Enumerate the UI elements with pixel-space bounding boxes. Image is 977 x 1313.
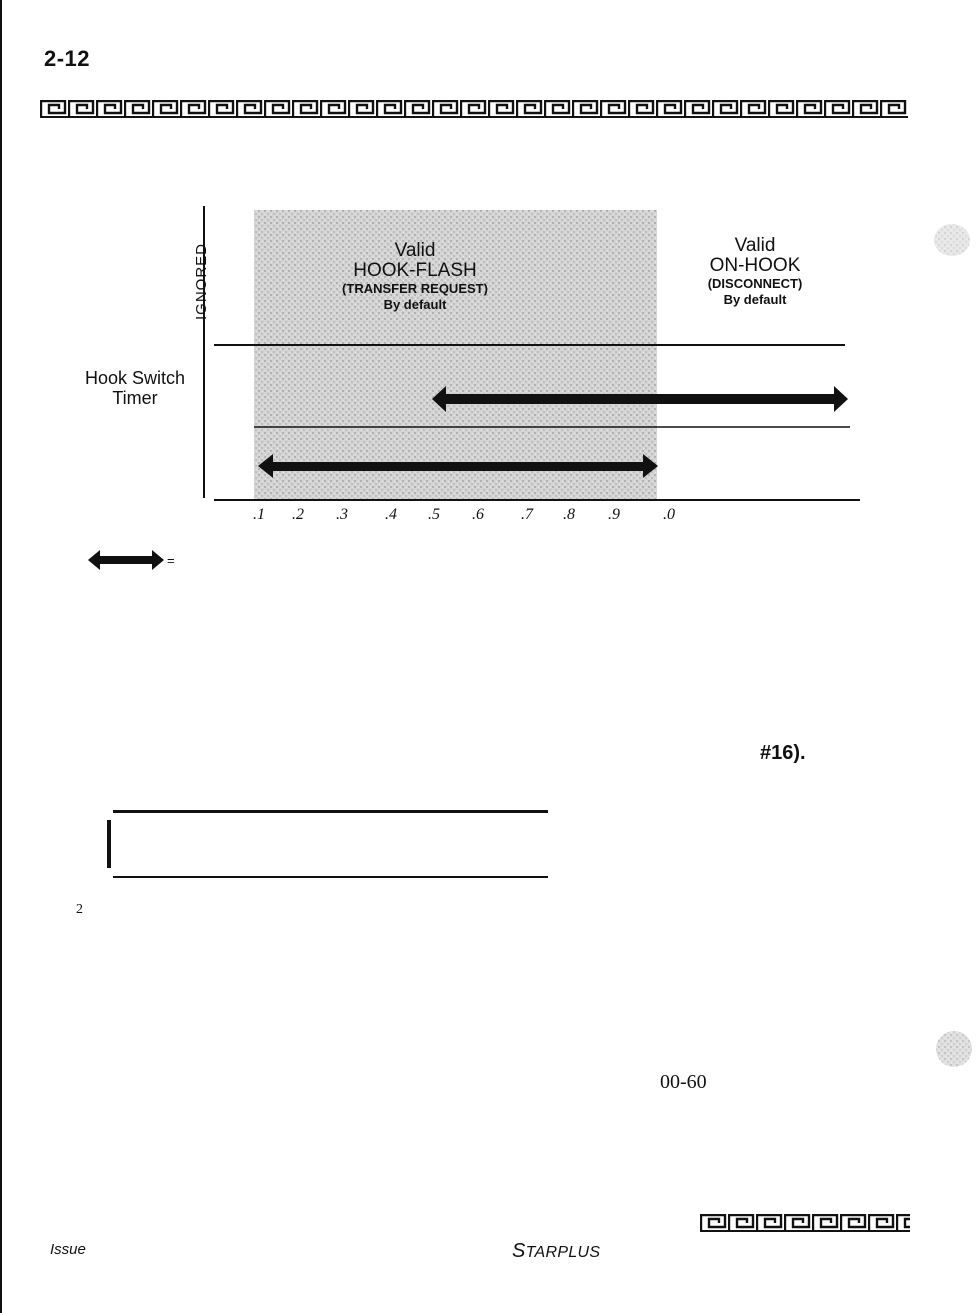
hook-flash-line4: By default bbox=[383, 297, 447, 312]
hook-switch-label-line1: Hook Switch bbox=[84, 368, 186, 388]
tick-label: .5 bbox=[428, 506, 440, 523]
note-box-bottom-rule bbox=[113, 876, 548, 878]
on-hook-line3: (DISCONNECT) bbox=[707, 276, 803, 291]
valid-hook-flash-label bbox=[330, 241, 500, 313]
page-number: 2-12 bbox=[44, 46, 91, 71]
hook-switch-timer-label bbox=[60, 368, 210, 408]
hook-switch-label-line2: Timer bbox=[112, 388, 158, 408]
ignored-label: IGNORED bbox=[193, 242, 210, 320]
tick-label: .6 bbox=[472, 506, 484, 523]
tick-label: .7 bbox=[521, 506, 533, 523]
tick-label: .0 bbox=[663, 506, 675, 523]
on-hook-line2: ON-HOOK bbox=[709, 255, 801, 276]
hook-flash-line3: (TRANSFER REQUEST) bbox=[342, 281, 488, 296]
legend-equals: = bbox=[167, 553, 175, 568]
program-code: 00-60 bbox=[660, 1071, 707, 1093]
tick-label: .4 bbox=[385, 506, 397, 523]
tick-label: .3 bbox=[336, 506, 348, 523]
tick-label: .8 bbox=[563, 506, 575, 523]
scan-smudge bbox=[920, 220, 972, 260]
footer-brand bbox=[512, 1240, 600, 1263]
tick-label: .9 bbox=[608, 506, 620, 523]
hook-flash-line1: Valid bbox=[394, 240, 436, 261]
footnote-marker: 2 bbox=[76, 902, 83, 917]
hook-flash-line2: HOOK-FLASH bbox=[353, 260, 477, 281]
greek-key-border-footer bbox=[700, 1214, 910, 1232]
program-reference: #16). bbox=[760, 742, 806, 764]
brand-rest: TARPLUS bbox=[525, 1244, 601, 1261]
on-hook-line4: By default bbox=[723, 292, 787, 307]
note-box-top-rule bbox=[113, 810, 548, 813]
legend-arrow-icon bbox=[88, 550, 164, 570]
note-box-left-bar bbox=[107, 820, 111, 868]
on-hook-line1: Valid bbox=[734, 235, 776, 256]
tick-label: .1 bbox=[253, 506, 265, 523]
brand-initial: S bbox=[512, 1240, 526, 1262]
scan-smudge bbox=[932, 1028, 974, 1070]
footer-issue-label: Issue bbox=[50, 1241, 86, 1258]
tick-label: .2 bbox=[292, 506, 304, 523]
valid-on-hook-label bbox=[680, 236, 830, 308]
